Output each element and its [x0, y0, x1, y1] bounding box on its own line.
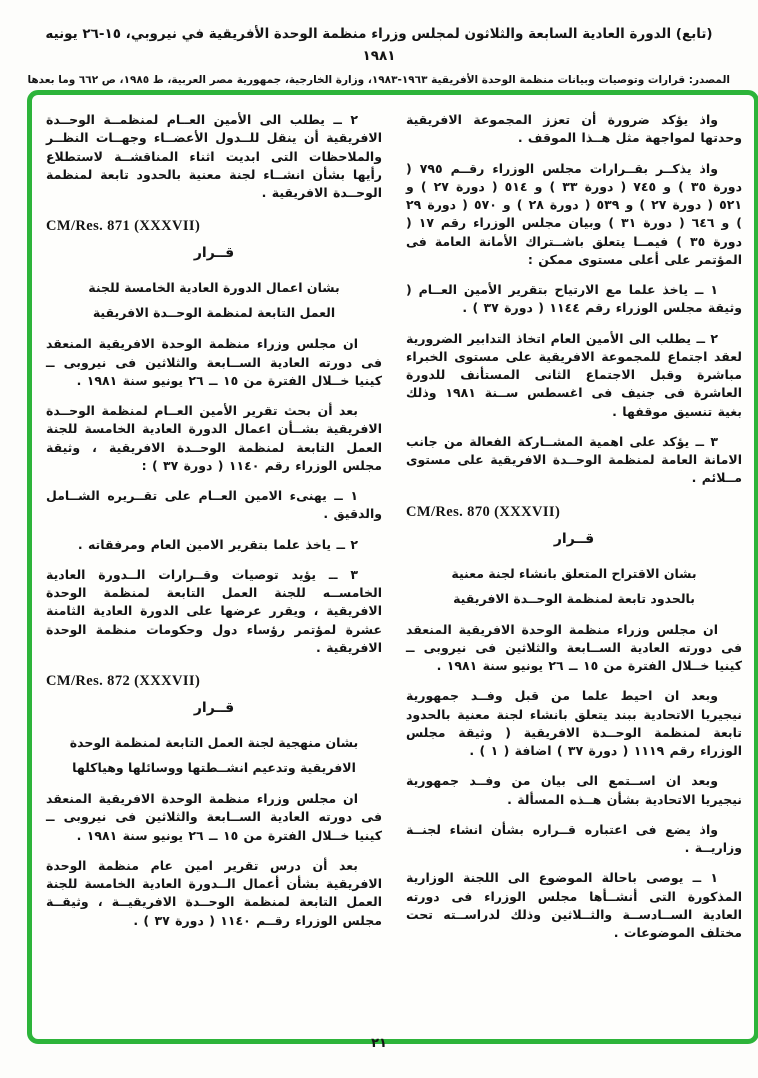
resolution-item: ١ ــ ياخذ علما مع الارتياح بتقرير الأمين العــام ( وثيقة مجلس الوزراء رقم ١١٤٤ ( دورة ٣٧ ) . — [406, 282, 742, 316]
resolution-subject — [406, 561, 742, 611]
paragraph: واذ يضع فى اعتباره قــراره بشأن انشاء لجنــة وزاريــة . — [406, 821, 742, 855]
resolution-item: ٢ ــ يطلب الى الأمين العام اتخاذ التدابير الضرورية لعقد اجتماع للمجموعة الافريقية على مستوى الخبراء مباشرة وقبل الاجتماع الثانى المستأنف للدورة العاشرة فى جنيف فى اغسطس ســنة ١٩٨١ وذلك بغية تنسيق موقفها . — [406, 330, 742, 419]
document-sheet — [27, 90, 758, 1044]
resolution-item: ٣ ــ يؤكد على اهمية المشــاركة الفعالة من جانب الامانة العامة لمنظمة الوحــدة الافريقية على مستوى مــلائم . — [406, 433, 742, 486]
paragraph: واذ يذكــر بقــرارات مجلس الوزراء رقــم ٧٩٥ ( دورة ٣٥ ) و ٧٤٥ ( دورة ٣٣ ) و ٥١٤ ( دورة ٢٧ ) و ٥٢١ ( دورة ٢٧ ) و ٥٣٩ ( دورة ٢٨ ) و ٥٧٠ ( دورة ٢٩ ) و ٦٤٦ ( دورة ٣١ ) وبيان مجلس الوزراء رقم ١٧ ( دورة ٣٥ ) فيمــا يتعلق باشــتراك الأمانة العامة فى المؤتمر على أعلى مستوى ممكن : — [406, 160, 743, 267]
left-column — [46, 111, 382, 1029]
resolution-subject-line2: الافريقية وتدعيم انشــطتها ووسائلها وهياكلها — [72, 760, 356, 775]
resolution-title: قــرار — [193, 700, 235, 716]
resolution-subject-line1: بشان اعمال الدورة العادية الخامسة للجنة — [88, 280, 340, 296]
resolution-code: CM/Res. 870 (XXXVII) — [406, 503, 561, 520]
resolution-code: CM/Res. 872 (XXXVII) — [46, 673, 201, 689]
paragraph: بعد أن بحث تقرير الأمين العــام لمنظمة الوحــدة الافريقية بشــأن اعمال الدورة العادية الخامسة للجنة العمل التابعة لمنظمة الوحــدة الافريقية ، وثيقة مجلس الوزراء رقم ١١٤٠ ( دورة ٣٧ ) : — [46, 403, 382, 473]
paragraph: واذ يؤكد ضرورة أن تعزز المجموعة الافريقية وحدتها لمواجهة مثل هــذا الموقف . — [406, 112, 742, 146]
resolution-item: ٢ ــ ياخذ علما بتقرير الامين العام ومرفقاته . — [77, 536, 358, 552]
page-number: ٢١ — [371, 1036, 387, 1051]
two-column-layout — [46, 111, 742, 1029]
paragraph: ان مجلس وزراء منظمة الوحدة الافريقية المنعقد فى دورته العادية الســابعة والثلاثين فى نيروبى ــ كينيا خــلال الفترة من ١٥ ــ ٢٦ يونيو سنة ١٩٨١ . — [406, 621, 742, 673]
header-session-title: (تابع) الدورة العادية السابعة والثلاثون لمجلس وزراء منظمة الوحدة الأفريقية في نيروبي، ١٥-٢٦ يونيه ١٩٨١ — [45, 26, 713, 64]
paragraph: ان مجلس وزراء منظمة الوحدة الافريقية المنعقد فى دورته العادية الســابعة والثلاثين فى نيروبى ــ كينيا خــلال الفترة من ١٥ ــ ٢٦ يونيو سنة ١٩٨١ . — [46, 336, 382, 388]
resolution-title: قــرار — [553, 530, 595, 547]
header-source-line: المصدر: قرارات وتوصيات وبيانات منظمة الوحدة الأفريقية ١٩٦٣-١٩٨٣، وزارة الخارجية، جمهورية مصر العربية، ط ١٩٨٥، ص ٦٦٢ وما بعدها — [27, 74, 730, 87]
paragraph: بعد أن درس تقرير امين عام منظمة الوحدة الافريقية بشأن أعمال الــدورة العادية الخامسة للجنة العمل التابعة لمنظمة الوحــدة الافريقيــة ، وثيقــة مجلس الوزراء رقــم ١١٤٠ ( دورة ٣٧ ) . — [46, 857, 382, 928]
resolution-item: ١ ــ يهنىء الامين العــام على تقــريره الشــامل والدقيق . — [46, 488, 382, 522]
resolution-subject-line1: بشان الاقتراح المتعلق بانشاء لجنة معنية — [451, 565, 697, 581]
resolution-subject — [46, 730, 382, 780]
resolution-item: ١ ــ يوصى باحالة الموضوع الى اللجنة الوزارية المذكورة التى أنشــأها مجلس الوزراء فى دورته العادية الســادســة والثــلاثين وذلك لدراســته تحت مختلف الموضوعات . — [406, 870, 742, 940]
resolution-item: ٢ ــ يطلب الى الأمين العــام لمنظمــة الوحــدة الافريقية أن ينقل للــدول الأعضــاء وجهــات النظــر والملاحظات التى ابديت اثناء المناقشــة لاستطلاع رأيها بشأن انشــاء لجنة معنية بالحدود تابعة لمنظمة الوحــدة الافريقية . — [46, 112, 382, 200]
resolution-code: CM/Res. 871 (XXXVII) — [46, 218, 201, 235]
right-column — [406, 111, 742, 1029]
paragraph: وبعد ان احيط علما من قبل وفــد جمهورية نيجيريا الاتحادية ببند يتعلق بانشاء لجنة معنية بالحدود تابعة لمنظمة الوحــدة الافريقية ( وثيقة مجلس الوزراء رقم ١١١٩ ( دورة ٣٧ ) اضافة ( ١ ) . — [406, 688, 742, 758]
resolution-item: ٣ ــ يؤيد توصيات وقــرارات الــدورة العادية الخامســه للجنة العمل التابعة لمنظمة الوحدة الافريقية ، ويقرر عرضها على الدورة العادية الثامنة عشرة لمؤتمر رؤساء دول وحكومات منظمة الوحدة الافريقية . — [46, 566, 382, 655]
resolution-subject — [46, 275, 382, 325]
resolution-subject-line2: بالحدود تابعة لمنظمة الوحــدة الافريقية — [453, 590, 695, 606]
resolution-title: قــرار — [193, 245, 235, 262]
page-header — [0, 24, 758, 86]
resolution-subject-line2: العمل التابعة لمنظمة الوحــدة الافريقية — [92, 305, 336, 321]
resolution-subject-line1: بشان منهجية لجنة العمل التابعة لمنظمة الوحدة — [69, 735, 359, 750]
paragraph: ان مجلس وزراء منظمة الوحدة الافريقية المنعقد فى دورته العادية الســابعة والثلاثين فى نيروبى ــ كينيا خــلال الفترة من ١٥ ــ ٢٦ يونيو سنة ١٩٨١ . — [46, 791, 382, 843]
paragraph: وبعد ان اســتمع الى بيان من وفــد جمهورية نيجيريا الاتحادية بشأن هــذه المسألة . — [406, 773, 742, 807]
